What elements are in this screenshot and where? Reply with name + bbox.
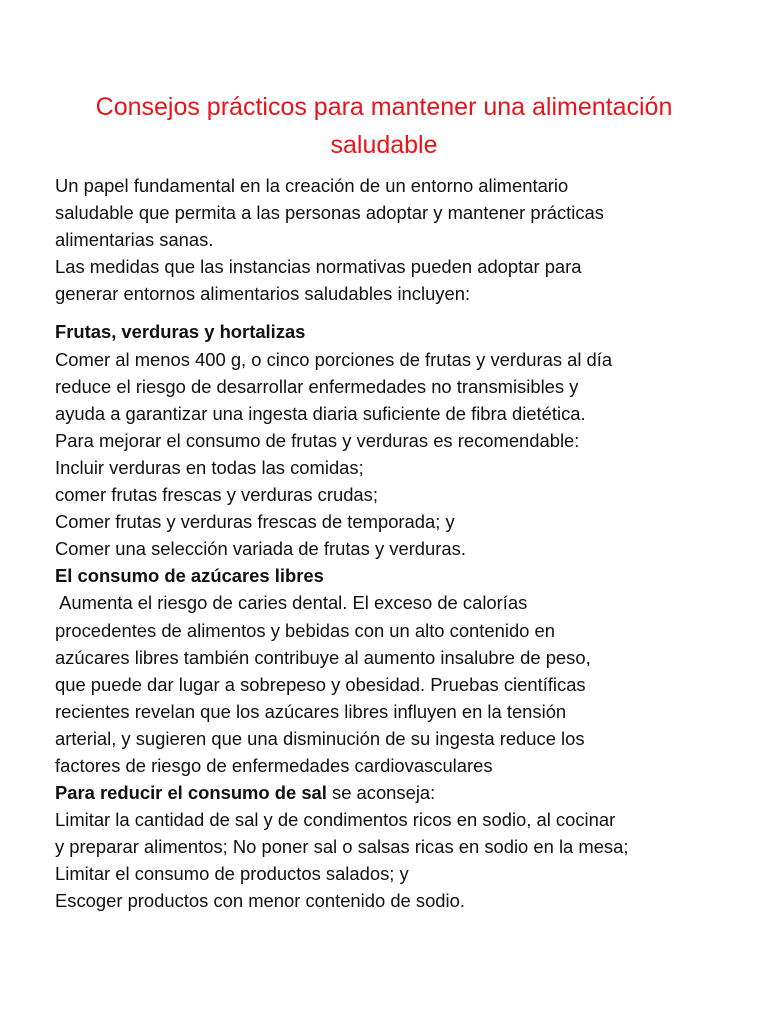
salt-line: y preparar alimentos; No poner sal o salsas ricas en sodio en la mesa; bbox=[55, 836, 629, 858]
intro-line: generar entornos alimentarios saludables incluyen: bbox=[55, 283, 471, 305]
sugar-line: recientes revelan que los azúcares libres influyen en la tensión bbox=[55, 700, 567, 722]
intro-paragraph bbox=[55, 172, 735, 307]
sugar-line: factores de riesgo de enfermedades cardiovasculares bbox=[55, 754, 493, 776]
salt-line: Limitar el consumo de productos salados; y bbox=[55, 863, 409, 885]
fruits-section bbox=[55, 318, 735, 562]
sugar-section bbox=[55, 562, 735, 779]
fruits-line: Comer al menos 400 g, o cinco porciones de frutas y verduras al día bbox=[55, 348, 613, 370]
sugar-heading: El consumo de azúcares libres bbox=[55, 565, 324, 587]
sugar-line: arterial, y sugieren que una disminución de su ingesta reduce los bbox=[55, 727, 585, 749]
paragraph-gap bbox=[55, 307, 735, 318]
sugar-line: procedentes de alimentos y bebidas con un alto contenido en bbox=[55, 619, 555, 641]
fruits-line: comer frutas frescas y verduras crudas; bbox=[55, 484, 378, 506]
intro-line: Las medidas que las instancias normativas pueden adoptar para bbox=[55, 256, 582, 278]
document-body bbox=[55, 172, 735, 915]
title-line-1: Consejos prácticos para mantener una alimentación bbox=[95, 93, 673, 121]
salt-section bbox=[55, 779, 735, 914]
document-title bbox=[40, 88, 728, 164]
fruits-line: Incluir verduras en todas las comidas; bbox=[55, 456, 364, 478]
fruits-line: Para mejorar el consumo de frutas y verduras es recomendable: bbox=[55, 429, 580, 451]
salt-line: Escoger productos con menor contenido de sodio. bbox=[55, 890, 465, 912]
fruits-line: reduce el riesgo de desarrollar enfermedades no transmisibles y bbox=[55, 375, 579, 397]
salt-heading: Para reducir el consumo de sal se aconseja: bbox=[55, 782, 436, 804]
title-line-2: saludable bbox=[330, 131, 438, 159]
fruits-line: ayuda a garantizar una ingesta diaria suficiente de fibra dietética. bbox=[55, 402, 586, 424]
intro-line: Un papel fundamental en la creación de un entorno alimentario bbox=[55, 175, 569, 196]
intro-line: alimentarias sanas. bbox=[55, 229, 214, 251]
fruits-line: Comer frutas y verduras frescas de temporada; y bbox=[55, 511, 455, 533]
sugar-line: que puede dar lugar a sobrepeso y obesidad. Pruebas científicas bbox=[55, 673, 586, 695]
intro-line: saludable que permita a las personas adoptar y mantener prácticas bbox=[55, 202, 604, 224]
fruits-line: Comer una selección variada de frutas y verduras. bbox=[55, 538, 466, 560]
sugar-line: Aumenta el riesgo de caries dental. El exceso de calorías bbox=[55, 592, 528, 614]
salt-line: Limitar la cantidad de sal y de condimentos ricos en sodio, al cocinar bbox=[55, 809, 616, 831]
fruits-heading: Frutas, verduras y hortalizas bbox=[55, 321, 306, 343]
sugar-line: azúcares libres también contribuye al aumento insalubre de peso, bbox=[55, 646, 591, 668]
